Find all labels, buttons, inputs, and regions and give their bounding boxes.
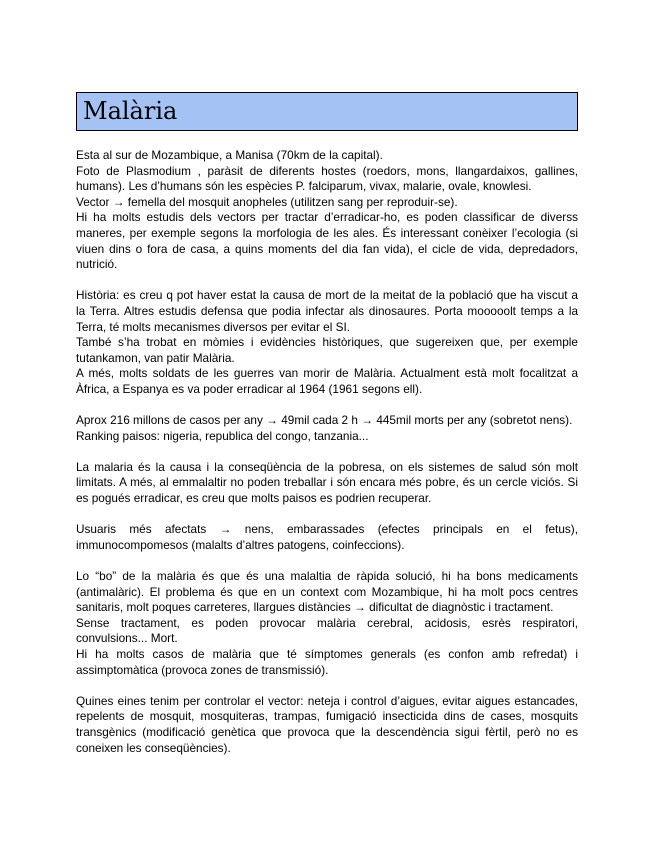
paragraph: Vector → femella del mosquit anopheles (utilitzen sang per reproduir-se). [76,194,458,209]
paragraph-gap [76,273,578,289]
paragraph: Lo “bo” de la malària és que és una malaltia de ràpida solució, hi ha bons medicaments (antimalàric). El problema és que en un context com Mozambique, hi ha molt pocs centres sanitaris, molt poques carreteres, llargues distàncies → dificultat de diagnòstic i tractament. [76,569,578,615]
paragraph: Sense tractament, es poden provocar malària cerebral, acidosis, esrès respiratori, convulsions... Mort. [76,615,578,646]
paragraph: Història: es creu q pot haver estat la causa de mort de la meitat de la població que ha viscut a la Terra. Altres estudis defensa que podia infectar als dinosaures. Porta mooooolt temps a la Terra, té molts mecanismes diversos per evitar el SI. [76,288,578,334]
paragraph-gap [76,678,578,694]
paragraph: Hi ha molts casos de malària que té símptomes generals (es confon amb refredat) i assimptomàtica (provoca zones de transmissió). [76,647,578,677]
paragraph: Quines eines tenim per controlar el vector: neteja i control d’aigues, evitar aigues estancades, repelents de mosquit, mosquiteras, trampas, fumigació insecticida dins de cases, mosquits transgènics (modificació genètica que provoca que la descendència sigui fèrtil, però no es coneixen les conseqüències). [76,693,578,755]
paragraph: Esta al sur de Mozambique, a Manisa (70km de la capital). [76,148,383,162]
document-page [76,92,578,756]
paragraph: La malaria és la causa i la conseqüència de la pobresa, on els sistemes de salud són molt limitats. A més, al emmalaltir no poden treballar i són encara més pobre, és un cercle viciós. Si es pogués erradicar, es creu que molts paisos es podrien recuperar. [76,459,578,506]
paragraph: Ranking paisos: nigeria, republica del congo, tanzania... [76,428,369,443]
paragraph: Foto de Plasmodium , paràsit de diferents hostes (roedors, mons, llangardaixos, gallines, humans). Les d’humans són les espècies P. falciparum, vivax, malarie, ovale, knowlesi. [76,163,578,194]
document-body [76,148,578,756]
paragraph: A més, molts soldats de les guerres van morir de Malària. Actualment està molt focalitzat a Àfrica, a Espanya es va poder erradicar al 1964 (1961 segons ell). [76,366,578,396]
paragraph-gap [76,507,578,523]
paragraph: També s’ha trobat en mòmies i evidències històriques, que sugereixen que, per exemple tutankamon, van patir Malària. [76,335,578,365]
paragraph-gap [76,398,578,414]
page-title: Malària [76,92,578,131]
paragraph-gap [76,553,578,569]
paragraph-gap [76,444,578,460]
paragraph: Aprox 216 millons de casos per any → 49mil cada 2 h → 445mil morts per any (sobretot nens). [76,413,573,428]
paragraph: Usuaris més afectats → nens, embarassades (efectes principals en el fetus), immunocompomesos (malalts d’altres patogens, coinfeccions). [76,522,578,552]
paragraph: Hi ha molts estudis dels vectors per tractar d’erradicar-ho, es poden classificar de diverss maneres, per exemple segons la morfologia de les ales. És interessant conèixer l’ecologia (si viuen dins o fora de casa, a quins moments del dia fan vida), el cicle de vida, depredadors, nutrició. [76,210,578,272]
